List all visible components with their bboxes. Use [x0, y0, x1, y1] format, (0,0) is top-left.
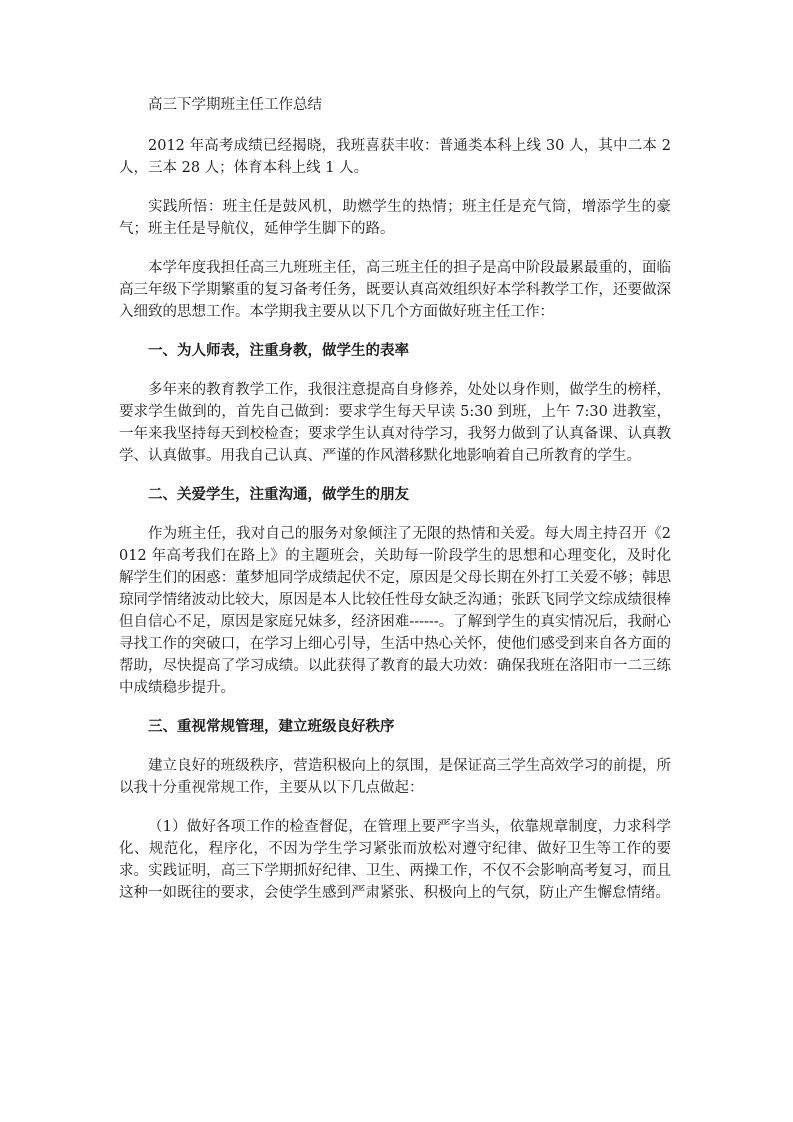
paragraph-role-model: 多年来的教育教学工作，我很注意提高自身修养，处处以身作则，做学生的榜样，要求学生做到的，首先自己做到：要求学生每天早读 5:30 到班，上午 7:30 进教室，一年来我坚持每天到校检查；要求学生认真对待学习，我努力做到了认真备课、认真教学、认真做事。用我自己认真、严谨的作风潜移默化地影响着自己所教育的学生。 [119, 382, 671, 464]
section-heading-3: 三、重视常规管理，建立班级良好秩序 [148, 719, 395, 735]
section-heading-1: 一、为人师表，注重身教，做学生的表率 [148, 343, 409, 359]
paragraph-order: 建立良好的班级秩序，营造积极向上的氛围，是保证高三学生高效学习的前提，所以我十分重视常规工作，主要从以下几点做起： [119, 758, 671, 796]
document-title: 高三下学期班主任工作总结 [148, 97, 322, 113]
paragraph-insight: 实践所悟：班主任是鼓风机，助燃学生的热情；班主任是充气筒，增添学生的豪气；班主任是导航仪，延伸学生脚下的路。 [119, 199, 671, 237]
paragraph-item-1: （1）做好各项工作的检查督促，在管理上要严字当头，依靠规章制度，力求科学化、规范化，程序化，不因为学生学习紧张而放松对遵守纪律、做好卫生等工作的要求。实践证明，高三下学期抓好纪律、卫生、两操工作，不仅不会影响高考复习，而且这种一如既往的要求，会使学生感到严肃紧张、积极向上的气氛，防止产生懈怠情绪。 [119, 819, 671, 901]
section-heading-2: 二、关爱学生，注重沟通，做学生的朋友 [148, 487, 409, 503]
paragraph-care-students: 作为班主任，我对自己的服务对象倾注了无限的热情和关爱。每大周主持召开《2012 年高考我们在路上》的主题班会，关助每一阶段学生的思想和心理变化，及时化解学生们的困惑：董梦旭同学成绩起伏不定，原因是父母长期在外打工关爱不够；韩思琼同学情绪波动比较大，原因是本人比较任性母女缺乏沟通；张跃飞同学文综成绩很棒但自信心不足，原因是家庭兄妹多，经济困难------。了解到学生的真实情况后，我耐心寻找工作的突破口，在学习上细心引导，生活中热心关怀，使他们感受到来自各方面的帮助，尽快提高了学习成绩。以此获得了教育的最大功效：确保我班在洛阳市一二三练中成绩稳步提升。 [119, 526, 671, 696]
paragraph-results: 2012 年高考成绩已经揭晓，我班喜获丰收：普通类本科上线 30 人，其中二本 2 人，三本 28 人；体育本科上线 1 人。 [119, 138, 671, 176]
document-body [119, 94, 671, 921]
paragraph-intro: 本学年度我担任高三九班班主任，高三班主任的担子是高中阶段最累最重的，面临高三年级下学期繁重的复习备考任务，既要认真高效组织好本学科教学工作，还要做深入细致的思想工作。本学期我主要从以下几个方面做好班主任工作： [119, 260, 671, 320]
